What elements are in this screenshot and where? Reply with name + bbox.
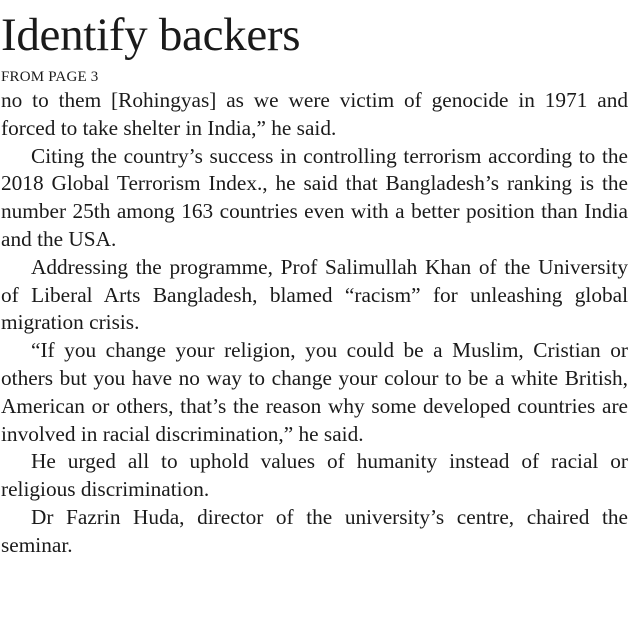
article-body	[1, 87, 628, 560]
paragraph-1: no to them [Rohingyas] as we were victim of genocide in 1971 and forced to take shelter in India,” he said.	[1, 88, 628, 140]
headline: Identify backers	[1, 9, 301, 61]
paragraph-6: Dr Fazrin Huda, director of the university’s centre, chaired the seminar.	[1, 504, 628, 557]
paragraph-5: He urged all to uphold values of humanity instead of racial or religious discrimination.	[1, 449, 628, 502]
news-article	[1, 0, 628, 560]
paragraph-3: Addressing the programme, Prof Salimullah Khan of the University of Liberal Arts Bangladesh, blamed “racism” for unleashing global migration crisis.	[1, 254, 628, 335]
paragraph-4: “If you change your religion, you could be a Muslim, Cristian or others but you have no way to change your colour to be a white British, American or others, that’s the reason why some developed countries are involved in racial discrimination,” he said.	[1, 338, 628, 446]
continuation-line: FROM PAGE 3	[1, 69, 99, 85]
paragraph-2: Citing the country’s success in controlling terrorism according to the 2018 Global Terrorism Index., he said that Bangladesh’s ranking is the number 25th among 163 countries even with a better position than India and the USA.	[1, 143, 628, 251]
